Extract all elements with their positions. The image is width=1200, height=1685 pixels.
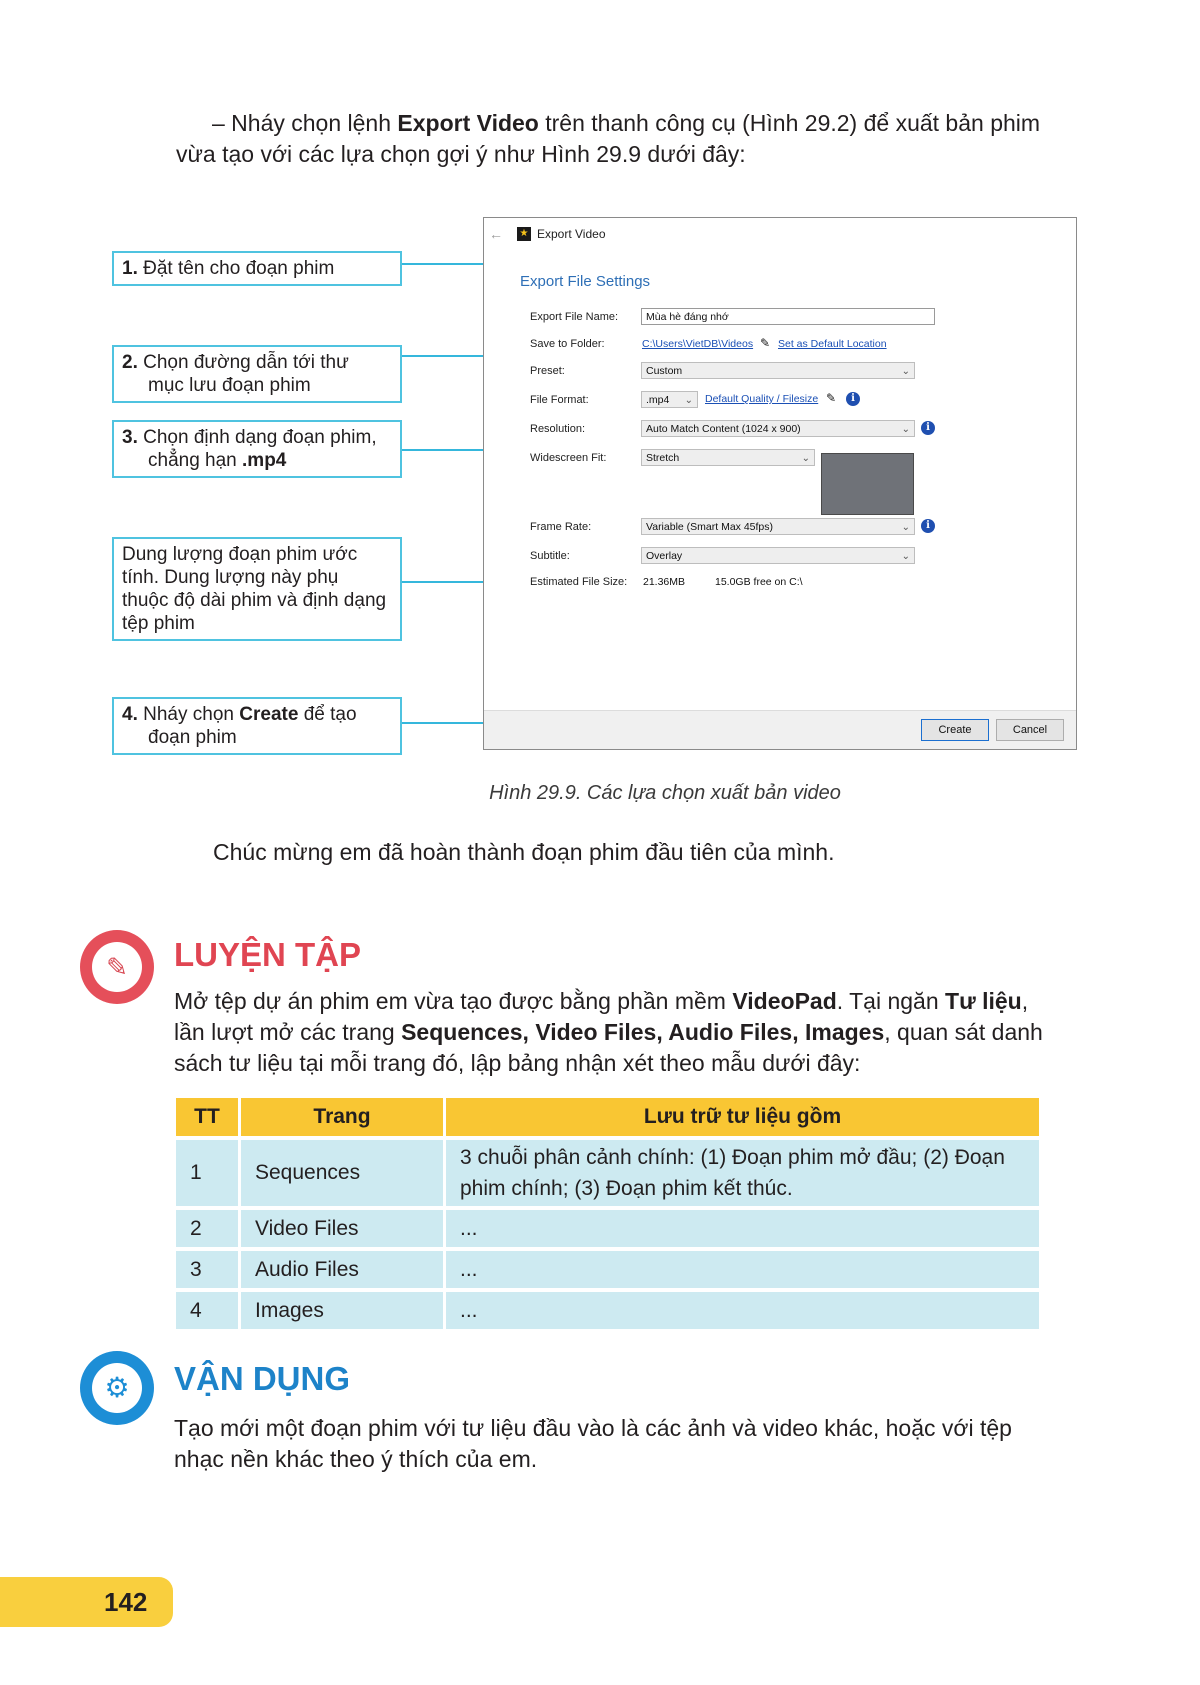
label-file-size: Estimated File Size:	[530, 576, 628, 588]
table-row: 4 Images ...	[176, 1292, 1042, 1329]
label-file-format: File Format:	[530, 394, 589, 406]
label-file-name: Export File Name:	[530, 311, 619, 323]
file-name-input[interactable]: Mùa hè đáng nhớ	[641, 308, 935, 325]
resolution-select[interactable]: Auto Match Content (1024 x 900) ⌄	[641, 420, 915, 437]
page-number: 142	[104, 1587, 148, 1617]
callout-file-size: Dung lượng đoạn phim ước tính. Dung lượng này phụ thuộc độ dài phim và định dạng tệp phim	[112, 537, 402, 641]
practice-badge	[80, 930, 154, 1004]
chevron-down-icon: ⌄	[901, 366, 910, 377]
review-table	[176, 1094, 1042, 1333]
congrats-text: Chúc mừng em đã hoàn thành đoạn phim đầu tiên của mình.	[213, 839, 835, 865]
figure-caption: Hình 29.9. Các lựa chọn xuất bản video	[489, 782, 841, 804]
label-widescreen: Widescreen Fit:	[530, 452, 607, 464]
callout-file-name: 1. Đặt tên cho đoạn phim	[112, 251, 402, 286]
dialog-title: Export Video	[537, 227, 606, 241]
intro-line-2: vừa tạo với các lựa chọn gợi ý như Hình 29.9 dưới đây:	[176, 141, 746, 167]
cancel-button[interactable]: Cancel	[996, 719, 1064, 741]
chevron-down-icon: ⌄	[684, 395, 693, 406]
info-icon[interactable]: i	[846, 392, 860, 406]
chevron-down-icon: ⌄	[801, 453, 810, 464]
book-pen-icon: ✎	[92, 942, 142, 992]
table-header-row	[176, 1098, 1042, 1136]
label-frame-rate: Frame Rate:	[530, 521, 592, 533]
info-icon[interactable]: i	[921, 421, 935, 435]
dialog-footer	[484, 710, 1076, 749]
header-tt: TT	[176, 1098, 241, 1136]
dialog-title-bar	[489, 226, 606, 242]
subtitle-select[interactable]: Overlay ⌄	[641, 547, 915, 564]
create-button[interactable]: Create	[921, 719, 989, 741]
export-video-dialog	[483, 217, 1077, 750]
gear-icon: ⚙	[92, 1363, 142, 1413]
info-icon[interactable]: i	[921, 519, 935, 533]
label-resolution: Resolution:	[530, 423, 586, 435]
header-content: Lưu trữ tư liệu gồm	[446, 1098, 1042, 1136]
file-format-select[interactable]: .mp4 ⌄	[641, 391, 698, 408]
folder-path-link[interactable]: C:\Users\VietDB\Videos	[642, 338, 754, 350]
practice-paragraph: Mở tệp dự án phim em vừa tạo được bằng phần mềm VideoPad. Tại ngăn Tư liệu, lần lượt mở các trang Sequences, Video Files, Audio Files, Images, quan sát danh sách tư liệu tại mỗi trang đó, lập bảng nhận xét theo mẫu dưới đây:	[174, 988, 1043, 1076]
callout-create: 4. Nháy chọn Create để tạo đoạn phim	[112, 697, 402, 755]
apply-badge	[80, 1351, 154, 1425]
frame-rate-select[interactable]: Variable (Smart Max 45fps) ⌄	[641, 518, 915, 535]
free-space: 15.0GB free on C:\	[715, 576, 803, 588]
chevron-down-icon: ⌄	[901, 424, 910, 435]
table-row: 2 Video Files ...	[176, 1210, 1042, 1247]
apply-paragraph: Tạo mới một đoạn phim với tư liệu đầu vào là các ảnh và video khác, hoặc với tệp nhạc nền khác theo ý thích của em.	[174, 1415, 1012, 1472]
pencil-icon[interactable]: ✎	[760, 336, 771, 350]
label-subtitle: Subtitle:	[530, 550, 570, 562]
table-row: 1 Sequences 3 chuỗi phân cảnh chính: (1) Đoạn phim mở đầu; (2) Đoạn phim chính; (3) Đoạn phim kết thúc.	[176, 1140, 1042, 1206]
practice-title: LUYỆN TẬP	[174, 936, 362, 973]
header-trang: Trang	[241, 1098, 446, 1136]
back-arrow-icon[interactable]: ←	[489, 226, 503, 242]
set-default-location-link[interactable]: Set as Default Location	[778, 338, 887, 350]
label-save-folder: Save to Folder:	[530, 338, 605, 350]
estimated-file-size: 21.36MB	[643, 576, 686, 588]
quality-filesize-link[interactable]: Default Quality / Filesize	[705, 393, 819, 405]
apply-title: VẬN DỤNG	[174, 1360, 351, 1397]
callout-file-format: 3. Chọn định dạng đoạn phim, chẳng hạn .mp4	[112, 420, 402, 478]
table-row: 3 Audio Files ...	[176, 1251, 1042, 1288]
callout-save-folder: 2. Chọn đường dẫn tới thư mục lưu đoạn phim	[112, 345, 402, 403]
videopad-app-icon: ★	[517, 227, 531, 241]
section-title: Export File Settings	[520, 273, 651, 290]
chevron-down-icon: ⌄	[901, 522, 910, 533]
pencil-icon[interactable]: ✎	[826, 391, 837, 405]
label-preset: Preset:	[530, 365, 565, 377]
page-number-tab	[0, 1577, 173, 1627]
preset-select[interactable]: Custom ⌄	[641, 362, 915, 379]
widescreen-select[interactable]: Stretch ⌄	[641, 449, 815, 466]
chevron-down-icon: ⌄	[901, 551, 910, 562]
intro-line-1: – Nháy chọn lệnh Export Video trên thanh công cụ (Hình 29.2) để xuất bản phim	[212, 110, 1041, 136]
preview-thumbnail	[821, 453, 914, 515]
